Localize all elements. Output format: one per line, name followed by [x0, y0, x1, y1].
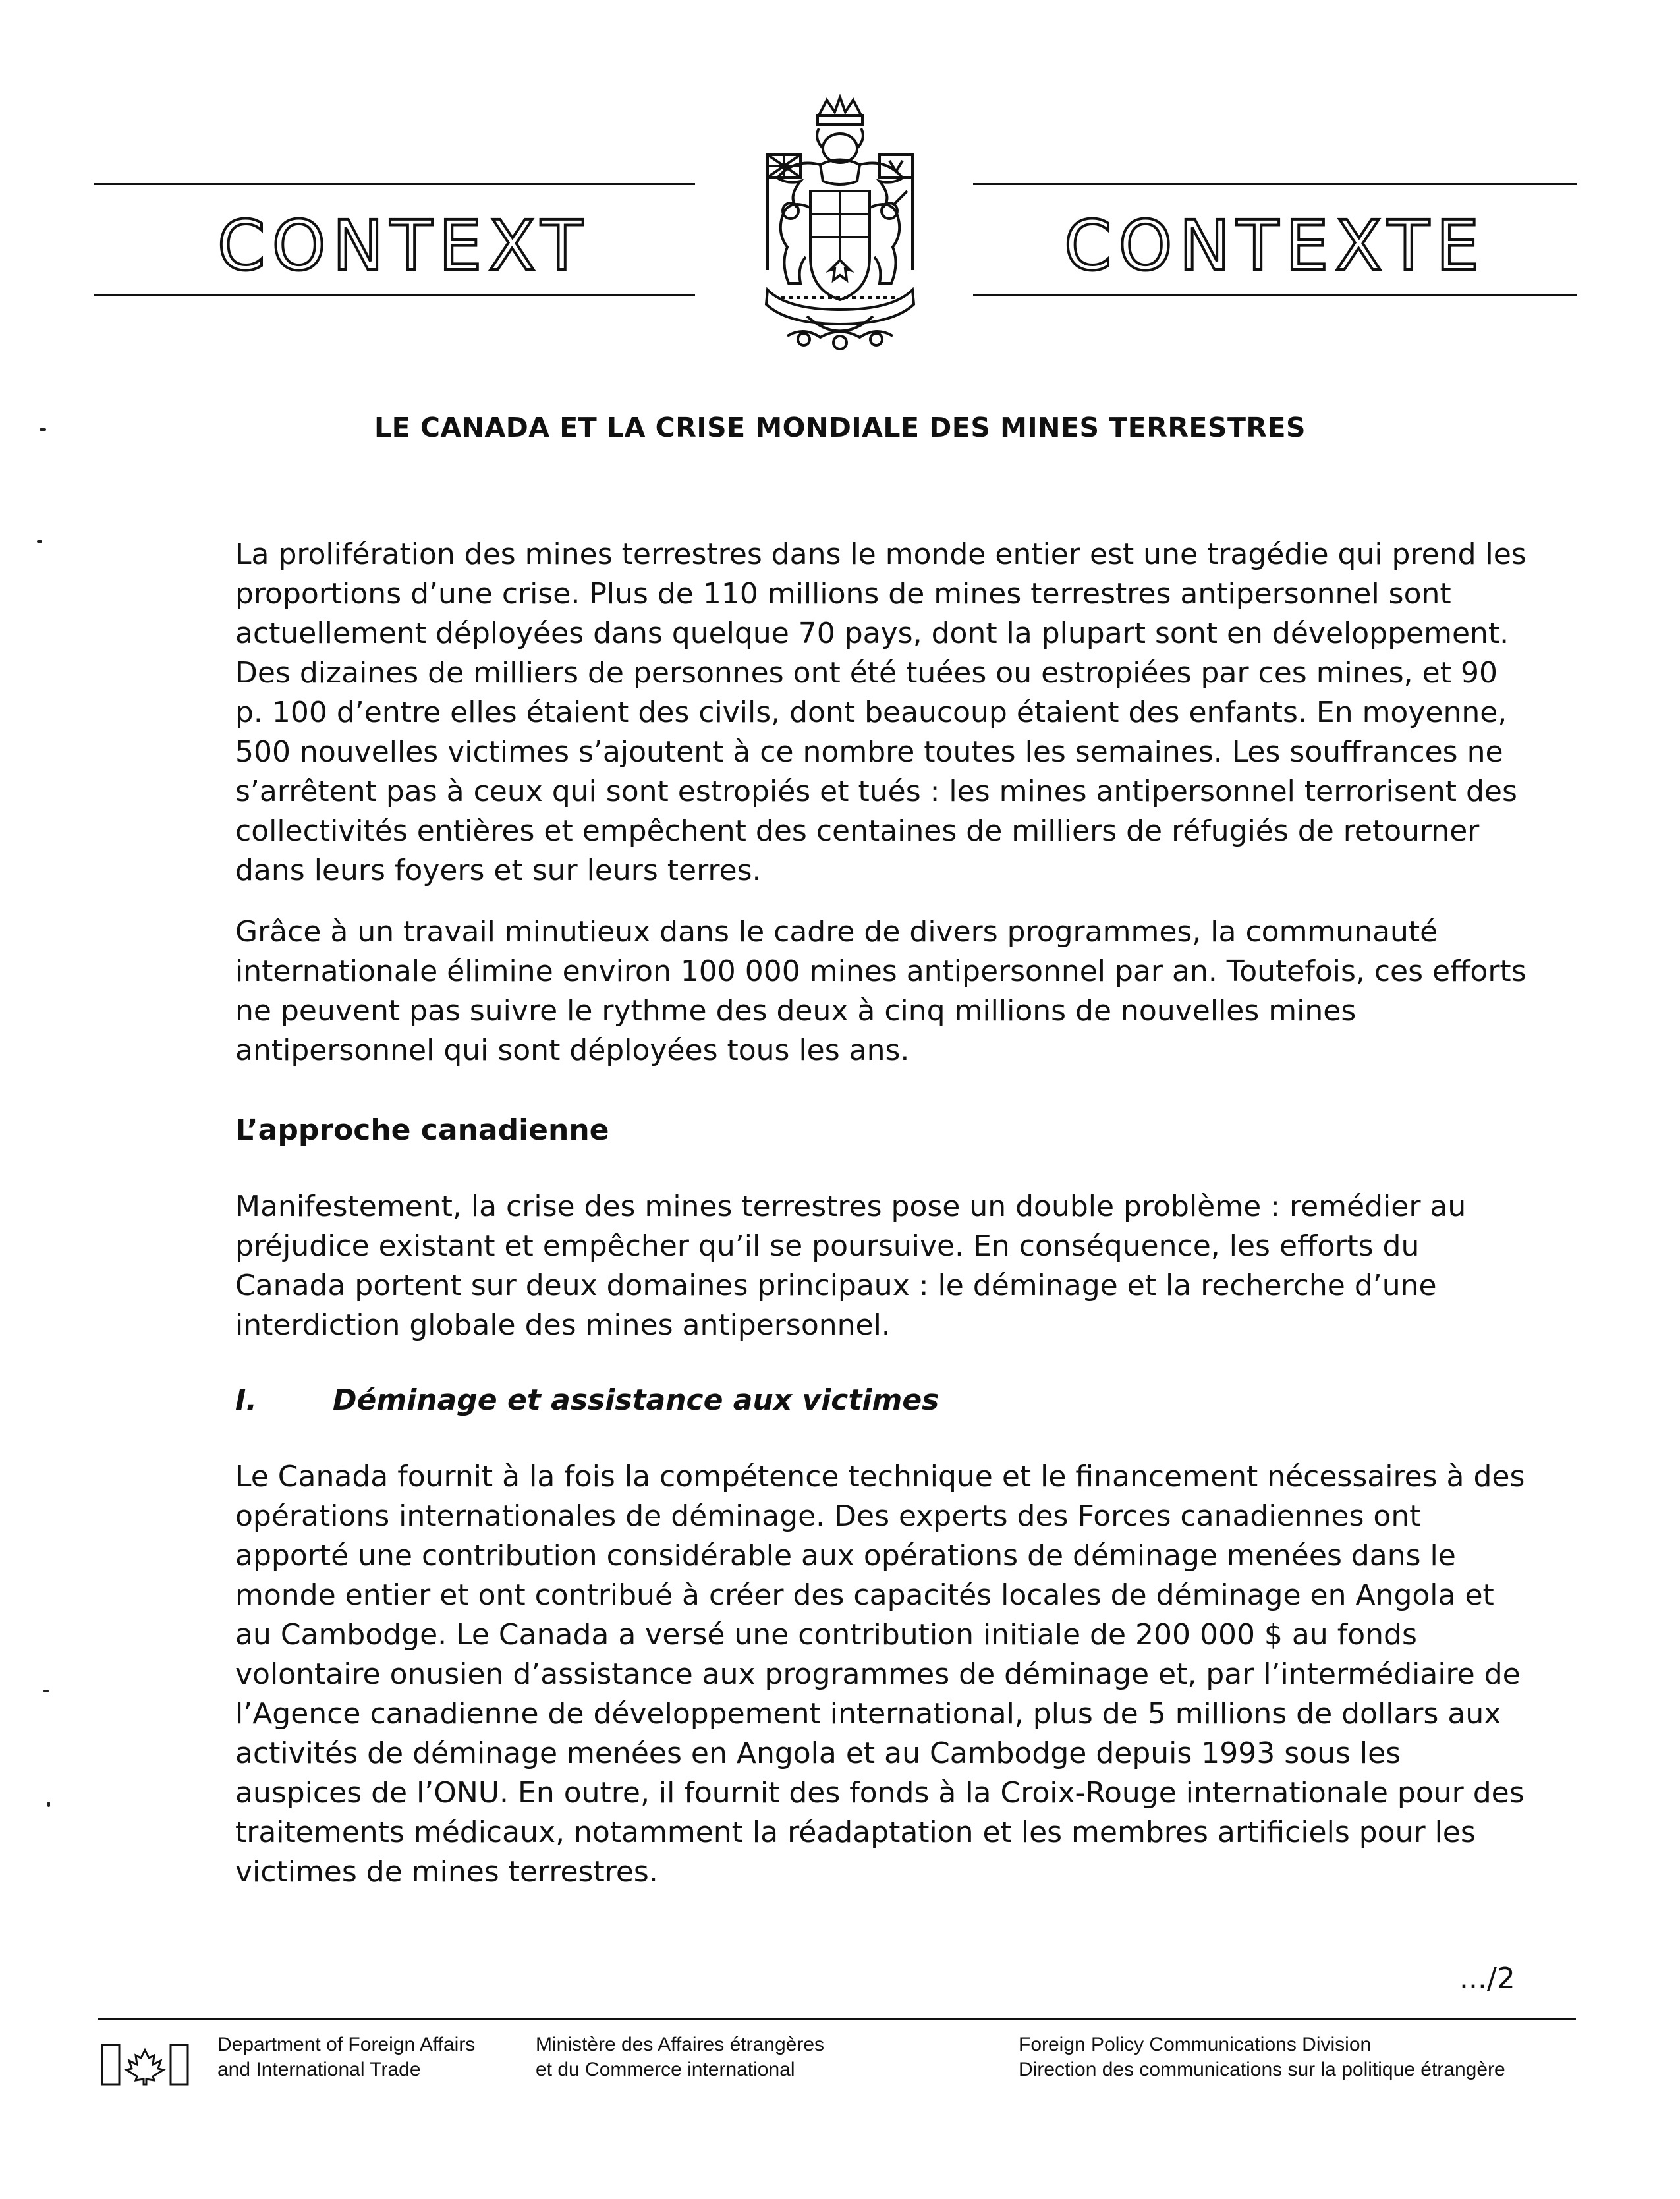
header-rule-bottom-left — [94, 294, 695, 296]
section-title: Déminage et assistance aux victimes — [333, 1383, 939, 1417]
footer-dept-en-line1: Department of Foreign Affairs — [217, 2034, 476, 2055]
footer-dept-en-line2: and International Trade — [217, 2059, 421, 2080]
contexte-wordmark: CONTEXTE — [1064, 206, 1486, 286]
page-continuation: .../2 — [1459, 1962, 1515, 1995]
heading-canadian-approach: L’approche canadienne — [235, 1113, 609, 1147]
header-rule-bottom-right — [973, 294, 1577, 296]
scan-speck — [47, 1802, 50, 1807]
header-rule-top-right — [973, 183, 1577, 185]
canada-flag-icon — [100, 2041, 190, 2087]
scan-speck — [43, 1690, 49, 1692]
footer-division-fr: Direction des communications sur la politique étrangère — [1019, 2059, 1505, 2080]
paragraph-clearance-effort: Grâce à un travail minutieux dans le cadre de divers programmes, la communauté internationale élimine environ 100 000 mines antipersonnel par an. Toutefois, ces efforts ne peuvent pas suivre le rythme des deux à cinq millions de nouvelles mines antipersonnel qui sont déployées tous les ans. — [235, 915, 1526, 1067]
paragraph-demining: Le Canada fournit à la fois la compétence technique et le financement nécessaires à des opérations internationales de déminage. Des experts des Forces canadiennes ont apporté une contribution considérable aux opérations de déminage menées dans le monde entier et ont contribué à créer des capacités locales de déminage en Angola et au Cambodge. Le Canada a versé une contribution initiale de 200 000 $ au fonds volontaire onusien d’assistance aux programmes de déminage et, par l’intermédiaire de l’Agence canadienne de développement international, plus de 5 millions de dollars aux activités de déminage menées en Angola et au Cambodge depuis 1993 sous les auspices de l’ONU. En outre, il fournit des fonds à la Croix-Rouge internationale pour des traitements médicaux, notamment la réadaptation et les membres artificiels pour les victimes de mines terrestres. — [235, 1460, 1525, 1889]
scan-speck — [37, 540, 42, 543]
header-rule-top-left — [94, 183, 695, 185]
footer-division — [1019, 2032, 1505, 2082]
footer-rule — [98, 2018, 1576, 2020]
section-number: I. — [235, 1383, 258, 1417]
context-wordmark: CONTEXT — [217, 206, 590, 286]
document-title: LE CANADA ET LA CRISE MONDIALE DES MINES TERRESTRES — [374, 412, 1306, 443]
footer-dept-fr-line2: et du Commerce international — [536, 2059, 795, 2080]
paragraph-intro: La prolifération des mines terrestres dans le monde entier est une tragédie qui prend les proportions d’une crise. Plus de 110 millions de mines terrestres antipersonnel sont actuellement déployées dans quelque 70 pays, dont la plupart sont en développement. Des dizaines de milliers de personnes ont été tuées ou estropiées par ces mines, et 90 p. 100 d’entre elles étaient des civils, dont beaucoup étaient des enfants. En moyenne, 500 nouvelles victimes s’ajoutent à ce nombre toutes les semaines. Les souffrances ne s’arrêtent pas à ceux qui sont estropiés et tués : les mines antipersonnel terrorisent des collectivités entières et empêchent des centaines de milliers de réfugiés de retourner dans leurs foyers et sur leurs terres. — [235, 538, 1526, 887]
footer-division-en: Foreign Policy Communications Division — [1019, 2034, 1372, 2055]
footer-dept-fr-line1: Ministère des Affaires étrangères — [536, 2034, 825, 2055]
footer-department-en — [217, 2032, 475, 2082]
scan-speck — [40, 428, 46, 431]
coat-of-arms-icon — [741, 92, 939, 356]
footer-department-fr — [536, 2032, 824, 2082]
paragraph-double-problem: Manifestement, la crise des mines terrestres pose un double problème : remédier au préjudice existant et empêcher qu’il se poursuive. En conséquence, les efforts du Canada portent sur deux domaines principaux : le déminage et la recherche d’une interdiction globale des mines antipersonnel. — [235, 1190, 1467, 1342]
